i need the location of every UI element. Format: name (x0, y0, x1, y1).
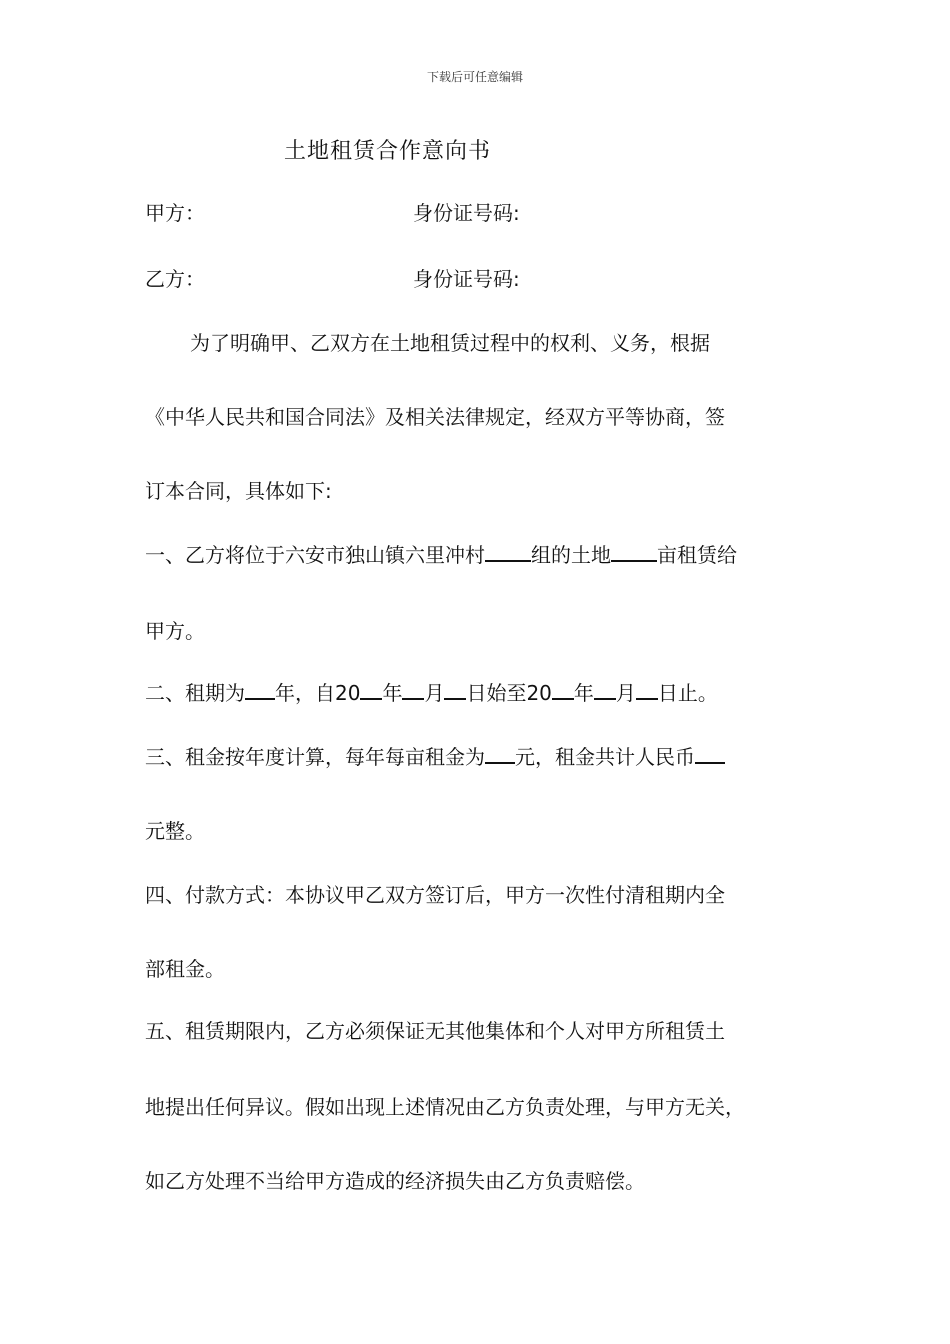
clause-2-text-5: 月 (424, 681, 445, 705)
clause-1-text-b: 组的土地 (531, 543, 611, 567)
party-b-id-label: 身份证号码: (413, 267, 520, 291)
clause-1-text-a: 一、乙方将位于六安市独山镇六里冲村 (145, 543, 485, 567)
page-header: 下载后可任意编辑 (426, 70, 523, 84)
clause-2-text-6: 日始至 (466, 681, 527, 705)
start-month-blank (402, 678, 424, 700)
start-day-blank (444, 678, 466, 700)
clause-2-text-4: 年 (382, 681, 403, 705)
intro-line-3: 订本合同，具体如下: (145, 479, 332, 503)
clause-2-text-9: 月 (615, 681, 636, 705)
clause-3-text-1: 三、租金按年度计算，每年每亩租金为 (145, 745, 485, 769)
clause-3-line-2: 元整。 (145, 819, 205, 843)
clause-1-line-1 (145, 540, 737, 570)
party-a-row (145, 198, 520, 228)
intro-line-2: 《中华人民共和国合同法》及相关法律规定，经双方平等协商，签 (145, 405, 725, 429)
clause-1-text-c: 亩租赁给 (657, 543, 737, 567)
clause-1-line-2: 甲方。 (145, 619, 205, 643)
start-year-prefix: 20 (335, 681, 361, 705)
clause-3-line-1 (145, 742, 725, 772)
clause-4-line-1: 四、付款方式：本协议甲乙双方签订后，甲方一次性付清租期内全 (145, 883, 725, 907)
party-b-label: 乙方： (145, 267, 205, 291)
start-year-blank (360, 678, 382, 700)
rent-per-mu-blank (485, 742, 515, 764)
clause-2-line (145, 678, 718, 708)
clause-5-line-2: 地提出任何异议。假如出现上述情况由乙方负责处理，与甲方无关， (145, 1095, 745, 1119)
party-a-id-label: 身份证号码: (413, 201, 520, 225)
end-year-prefix: 20 (526, 681, 552, 705)
group-blank (485, 540, 531, 562)
document-title: 土地租赁合作意向书 (284, 139, 492, 164)
rent-total-blank (695, 742, 725, 764)
clause-2-text-2: 年，自 (275, 681, 335, 705)
clause-5-line-1: 五、租赁期限内，乙方必须保证无其他集体和个人对甲方所租赁土 (145, 1019, 725, 1043)
clause-2-text-10: 日止。 (657, 681, 718, 705)
term-years-blank (245, 678, 275, 700)
clause-5-line-3: 如乙方处理不当给甲方造成的经济损失由乙方负责赔偿。 (145, 1169, 645, 1193)
clause-4-line-2: 部租金。 (145, 957, 225, 981)
intro-line-1: 为了明确甲、乙双方在土地租赁过程中的权利、义务，根据 (190, 331, 710, 355)
end-month-blank (594, 678, 616, 700)
party-b-row (145, 264, 520, 294)
clause-2-text-1: 二、租期为 (145, 681, 245, 705)
area-blank (611, 540, 657, 562)
party-a-label: 甲方： (145, 201, 205, 225)
clause-3-text-2: 元，租金共计人民币 (515, 745, 695, 769)
clause-2-text-8: 年 (573, 681, 594, 705)
end-day-blank (636, 678, 658, 700)
end-year-blank (552, 678, 574, 700)
